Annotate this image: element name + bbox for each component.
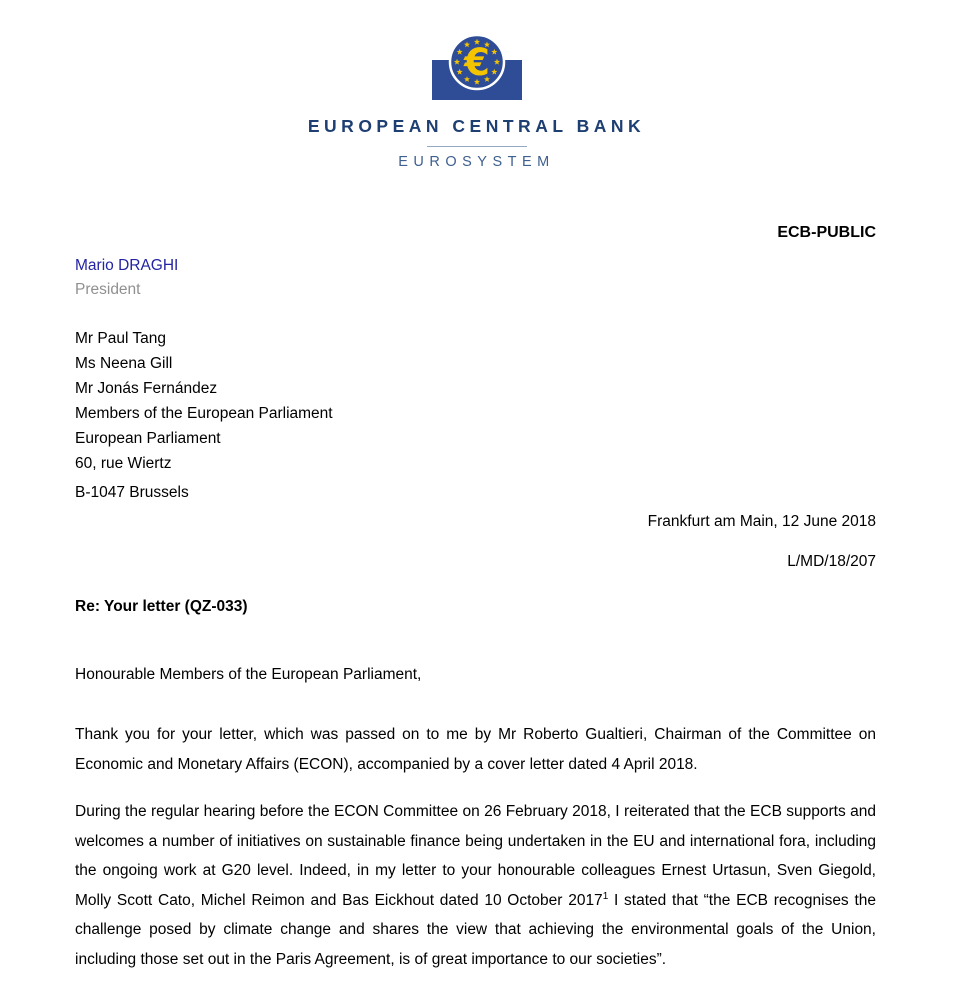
ecb-logo-icon (429, 30, 525, 102)
classification-label: ECB-PUBLIC (777, 224, 876, 241)
euro-symbol-icon: € (463, 41, 490, 84)
bank-wordmark: EUROPEAN CENTRAL BANK (307, 116, 646, 136)
footnote-marker: 1 (602, 890, 609, 902)
recipient-line: European Parliament (75, 430, 221, 447)
recipient-line: 60, rue Wiertz (75, 455, 172, 472)
sender-title: President (75, 281, 141, 298)
paragraph-2-text: During the regular hearing before the ECON Committee on 26 February 2018, I reiterated that the ECB supports and welcomes a number of initiatives on sustainable finance being undertaken in the EU and international fora, including the ongoing work at G20 level. Indeed, in my letter to your honourable colleagues Ernest Urtasun, Sven Giegold, Molly Scott Cato, Michel Reimon and Bas Eickhout dated 10 October 2017 (75, 803, 876, 909)
place-and-date: Frankfurt am Main, 12 June 2018 (647, 513, 876, 530)
body-paragraph-2 (75, 797, 876, 974)
salutation: Honourable Members of the European Parliament, (75, 666, 422, 683)
body-paragraph-1: Thank you for your letter, which was passed on to me by Mr Roberto Gualtieri, Chairman of the Committee on Economic and Monetary Affairs (ECON), accompanied by a cover letter dated 4 April 2018. (75, 726, 876, 773)
recipient-line: Mr Paul Tang (75, 330, 167, 347)
paragraph-2-text-continued: I stated that “the ECB recognises the challenge posed by climate change and shares the view that achieving the environmental goals of the Union, including those set out in the Paris Agreement, is of great importance to our societies”. (75, 891, 876, 968)
sender-name: Mario DRAGHI (75, 257, 179, 274)
recipient-line: Mr Jonás Fernández (75, 380, 218, 397)
recipient-line: B-1047 Brussels (75, 484, 189, 501)
recipient-line: Ms Neena Gill (75, 355, 173, 372)
subject-line: Re: Your letter (QZ-033) (75, 598, 248, 615)
sender-block (75, 257, 876, 299)
eurosystem-label: EUROSYSTEM (398, 154, 555, 170)
ecb-letterhead (0, 0, 953, 170)
wordmark-divider (427, 146, 527, 147)
recipient-line: Members of the European Parliament (75, 405, 333, 422)
recipient-address-block (75, 326, 876, 505)
reference-number: L/MD/18/207 (787, 553, 876, 570)
